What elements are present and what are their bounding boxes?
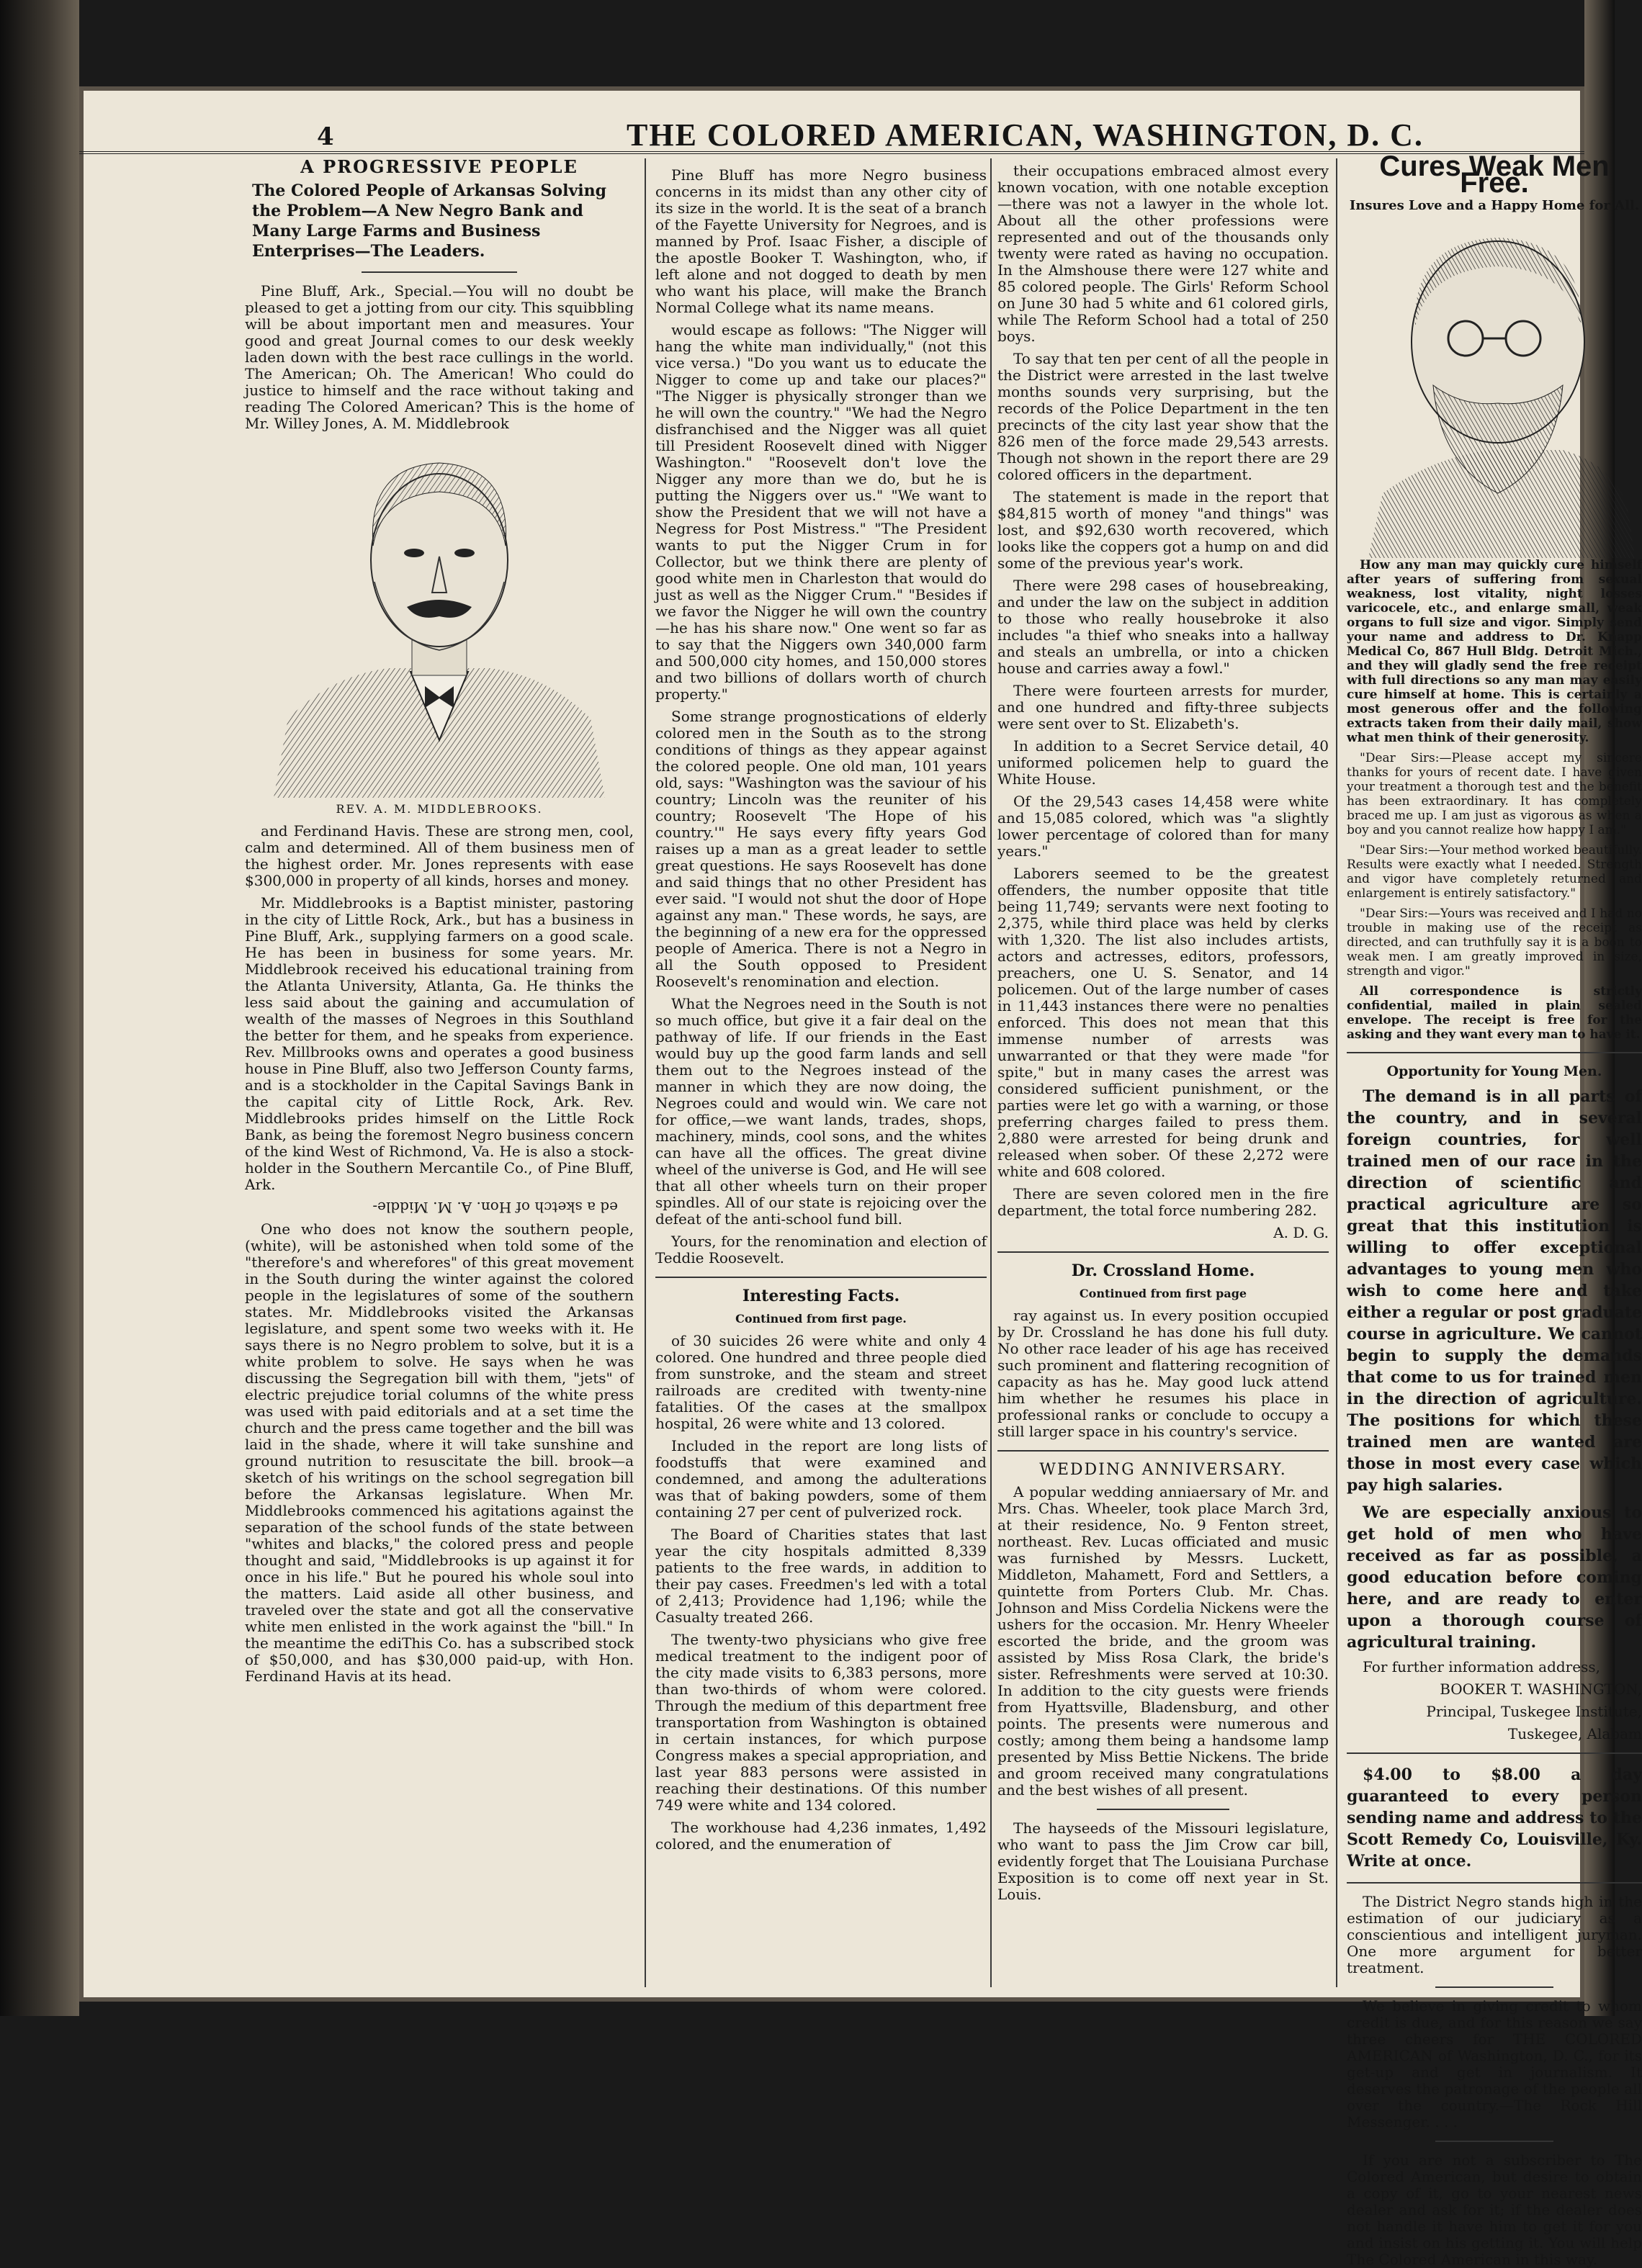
portrait-engraving — [245, 438, 634, 798]
note-paragraph: The District Negro stands high in the estimation of our judiciary as a conscientious and intelligent juryman. One more argument for better treatment. — [1347, 1893, 1642, 1976]
article-paragraph: their occupations embraced almost every known vocation, with one notable exception—there was not a lawyer in the whole lot. About all the other professions were represented and out of the thousands only twenty were rated as having no occupation. In the Almshouse there were 127 white and 85 colored people. The Girls' Reform School on June 30 had 5 white and 61 colored girls, while The Reform School had a total of 250 boys. — [997, 162, 1329, 345]
ad-paragraph: The demand is in all parts of the country, and in several foreign countries, for well trained men of our race in the direction of scientific and practical agriculture are so great that this institution is willing to offer exceptional advantages to young men who wish to come here and take either a regular or post graduate course in agriculture. We cannot begin to supply the demands that come to us for trained men in the direction of agriculture. The positions for which these trained men are wanted are those in most every case which pay high salaries. — [1347, 1087, 1642, 1495]
article-paragraph: The hayseeds of the Missouri legislature, who want to pass the Jim Crow car bill, evidently forget that The Louisiana Purchase Exposition is to come off next year in St. Louis. — [997, 1819, 1329, 1903]
paper-title: THE COLORED AMERICAN, WASHINGTON, D. C. — [627, 117, 1424, 153]
ad-paragraph: How any man may quickly cure himself after years of suffering from sexual weakness, lost vitality, night losses varicocele, etc., and enlarge small, weak organs to full size and vigor. Simply send your name and address to Dr. Knapp Medical Co, 867 Hull Bldg. Detroit Mich., and they will gladly send the free receipt with full directions so any man may easily cure himself at home. This is certainly a most generous offer and the following extracts taken from their daily mail, show what men think of their generosity. — [1347, 558, 1642, 745]
ad-signature: Principal, Tuskegee Institute, — [1426, 1703, 1642, 1720]
column-rule — [1336, 158, 1337, 1987]
ad-scott — [1347, 1764, 1642, 1872]
article-paragraph: There are seven colored men in the fire department, the total force numbering 282. — [997, 1185, 1329, 1219]
article-paragraph: Laborers seemed to be the greatest offenders, the number opposite that title being 11,749; servants were next footing to 2,375, while third place was held by clerks with 1,320. The list also includes artists, actors and actresses, editors, professors, preachers, one U. S. Senator, and 14 policemen. Out of the large number of cases in 11,443 instances there were no penalties enforced. This does not mean that this immense number of arrests was unwarranted or that they were made "for spite," but in many cases the arrest was considered sufficient punishment, or the parties were let go with a warning, or those preferring charges failed to press them. 2,880 were arrested for being drunk and released when sober. Of these 2,272 were white and 608 colored. — [997, 865, 1329, 1180]
ad-testimonial: "Dear Sirs:—Yours was received and I had no trouble in making use of the receipt as directed, and can truthfully say it is a boon to weak men. I am greatly improved in size, strength and vigor." — [1347, 906, 1642, 978]
article-paragraph: ray against us. In every position occupied by Dr. Crossland he has done his full duty. No other race leader of his age has received such prominent and flattering recognition of capacity as has he. May good luck attend him whether he resumes his place in professional ranks or conclude to occupy a still larger space in his country's service. — [997, 1307, 1329, 1440]
article-paragraph: The Board of Charities states that last year the city hospitals admitted 8,339 patients to the free wards, in addition to their pay cases. Freedmen's led with a total of 2,413; Providence had 1,196; while the Casualty treated 266. — [655, 1526, 987, 1626]
ad-portrait-illustration — [1347, 220, 1642, 558]
divider — [1347, 1752, 1642, 1754]
divider — [1347, 1882, 1642, 1884]
ad-tuskegee-body — [1347, 1086, 1642, 1653]
note-paragraph: We believe in giving credit to whom credit is due, and for this reason we say three cheers for THE COLORED AMERICAN of Washington, D. C., for its get-up and get in journalism. It deserves the patronage of the people all over the country.—The Rock Hill Messenger. . . . — [1347, 1997, 1642, 2130]
article-paragraph: What the Negroes need in the South is not so much office, but give it a fair deal on the pathway of life. If our friends in the East would buy up the good farm lands and sell them out to the Negroes instead of the manner in which they are now doing, the Negroes could and would win. We care not for office,—we want lands, trades, shops, machinery, minds, cool sons, and the whites can have all the offices. The great divine wheel of the universe is God, and He will see that all other wheels turn on their proper spindles. All of our state is rejoicing over the defeat of the anti-school fund bill. — [655, 995, 987, 1228]
portrait-illustration — [245, 438, 634, 798]
article-paragraph: Pine Bluff has more Negro business concerns in its midst than any other city of its size in the world. It is the seat of a branch of the Fayette University for Negroes, and is manned by Prof. Isaac Fisher, a disciple of the apostle Booker T. Washington, who, if left alone and not dogged to death by men who want his place, will make the Branch Normal College what its name means. — [655, 166, 987, 316]
ad-paragraph: All correspondence is strictly confidential, mailed in plain sealed envelope. The receipt is free for the asking and they want every man to have it. — [1347, 984, 1642, 1042]
article-paragraph: Of the 29,543 cases 14,458 were white and 15,085 colored, which was "a slightly lower percentage of colored than for many years." — [997, 793, 1329, 860]
ad-testimonial: "Dear Sirs:—Your method worked beautifully. Results were exactly what I needed. Strength and vigor have completely returned and enlargement is entirely satisfactory." — [1347, 843, 1642, 901]
article-paragraph-inverted: ed a sketch of Hon. A. M. Middle- — [372, 1199, 618, 1216]
newspaper-page — [79, 86, 1642, 2268]
masthead — [79, 101, 1584, 154]
ad-paragraph: For further information address, — [1363, 1658, 1600, 1675]
section-headline: WEDDING ANNIVERSARY. — [1039, 1461, 1287, 1479]
divider — [1097, 1809, 1229, 1810]
ad-body — [1347, 558, 1642, 1042]
book-binding-left — [0, 0, 79, 2016]
continued-note: Continued from first page — [1079, 1287, 1247, 1300]
article-paragraph: would escape as follows: "The Nigger will hang the white man individually," (not this vice versa.) "Do you want us to educate the Nigger to come up and take our places?" "The Nigger is physically stronger than we he will own the country." "We had the Negro disfranchised and the Nigger was all quiet till President Roosevelt dined with Nigger Washington." "Roosevelt don't love the Nigger any more than we do, but he is putting the Niggers over us." "We want to show the President that we will not have a Negress for Post Mistress." "The President wants to put the Nigger Crum in for Collector, but we think there are plenty of good white men in Charleston that would do just as well as the Nigger Crum." "Besides if we favor the Nigger he will own the country—he has his share now." One went so far as to say that the Niggers own 340,000 farm and 500,000 city homes, and 150,000 stores and two billions of dollars worth of church property." — [655, 321, 987, 703]
divider — [997, 1251, 1329, 1253]
column-1 — [245, 158, 634, 1987]
note-paragraph: If you are not a subscriber to The Colored American, but desire to obtain a copy of it, go to your nearest news dealer and ask for it; if the dealer does not handle it have him to get it for you and insist on his getting it. You will help The Colored American in this way. — [1347, 2151, 1642, 2268]
column-rule — [990, 158, 992, 1987]
ad-signature: Tuskegee, Alabam — [1507, 1725, 1642, 1742]
divider — [655, 1277, 987, 1278]
article-paragraph: In addition to a Secret Service detail, 40 uniformed policemen help to guard the White House. — [997, 737, 1329, 788]
article-paragraph: Yours, for the renomination and election of Teddie Roosevelt. — [655, 1233, 987, 1266]
article-paragraph: To say that ten per cent of all the people in the District were arrested in the last twelve months sounds very surprising, but the records of the Police Department in the ten precincts of the city last year show that the 826 men of the force made 29,543 arrests. Though not shown in the report there are 29 colored officers in the department. — [997, 350, 1329, 483]
article-paragraph: The twenty-two physicians who give free medical treatment to the indigent poor of the city made visits to 6,383 persons, more than two-thirds of whom were colored. Through the medium of this department free transportation from Washington is obtained in certain instances, for which purpose Congress makes a special appropriation, and last year 883 persons were assisted in reaching their destinations. Of this number 749 were white and 134 colored. — [655, 1631, 987, 1814]
divider — [362, 271, 517, 273]
ad-paragraph: We are especially anxious to get hold of men who have received as far as possible, a good education before coming here, and are ready to enter upon a thorough course of agricultural training. — [1347, 1503, 1642, 1652]
continued-note: Continued from first page. — [735, 1312, 907, 1326]
ad-subtitle: Insures Love and a Happy Home for All. — [1349, 198, 1640, 213]
column-rule — [645, 158, 646, 1987]
article-signature: A. D. G. — [1273, 1224, 1329, 1241]
article-paragraph: The workhouse had 4,236 inmates, 1,492 colored, and the enumeration of — [655, 1819, 987, 1853]
page-number: 4 — [317, 122, 334, 151]
column-3 — [997, 158, 1329, 1987]
article-paragraph: There were fourteen arrests for murder, and one hundred and fifty-three subjects were sent over to St. Elizabeth's. — [997, 682, 1329, 732]
article-paragraph: A popular wedding anniaersary of Mr. and Mrs. Chas. Wheeler, took place March 3rd, at their residence, No. 9 Fenton street, northeast. Rev. Lucas officiated and music was furnished by Messrs. Luckett, Middleton, Mahamett, Ford and Settlers, a quintette from Porters Club. Mr. Chas. Johnson and Miss Cordelia Nickens were the ushers for the occasion. Mr. Henry Wheeler escorted the bride, and the groom was assisted by Miss Rosa Clark, the bride's sister. Refreshments were served at 10:30. In addition to the city guests were friends from Hyattsville, Bladensburg, and other points. The presents were numerous and costly; among them being a handsome lamp presented by Miss Bettie Nickens. The bride and groom received many congratulations and the best wishes of all present. — [997, 1483, 1329, 1799]
column-2 — [655, 158, 987, 1987]
portrait-caption: REV. A. M. MIDDLEBROOKS. — [336, 802, 543, 816]
section-headline: Interesting Facts. — [742, 1287, 900, 1305]
article-paragraph: Included in the report are long lists of foodstuffs that were examined and condemned, and among the adulterations was that of baking powders, some of them containing 27 per cent of pulverized rock. — [655, 1437, 987, 1521]
ad-signature: BOOKER T. WASHINGTON, — [1440, 1680, 1642, 1698]
divider — [997, 1450, 1329, 1452]
ad-testimonial: "Dear Sirs:—Please accept my sincere thanks for yours of recent date. I have given your treatment a thorough test and the benefit has been extraordinary. It has completely braced me up. I am just as vigorous as when a boy and you cannot realize how happy I am." — [1347, 751, 1642, 837]
divider — [1435, 2141, 1553, 2142]
article-paragraph: Mr. Middlebrooks is a Baptist minister, pastoring in the city of Little Rock, Ark., but has a business in Pine Bluff, Ark., supplying farmers on a good scale. He has been in business for some years. Mr. Middlebrook received his educational training from the Atlanta University, Atlanta, Ga. He thinks the less said about the gaining and accumulation of wealth of the masses of Negroes in this Southland the better for them, and he speaks from experience. Rev. Millbrooks owns and operates a good business house in Pine Bluff, also two Jefferson County farms, and is a stockholder in the Capital Savings Bank in the capital city of Little Rock, Ark. Rev. Middlebrooks prides himself on the Little Rock Bank, as being the foremost Negro business concern of the kind West of Richmond, Va. He is also a stock-holder in the Southern Mercantile Co., of Pine Bluff, Ark. — [245, 894, 634, 1193]
ad-paragraph: $4.00 to $8.00 a day guaranteed to every person sending name and address to the Scott Remedy Co, Louisville, Ky. Write at once. — [1347, 1765, 1642, 1871]
divider — [1435, 1986, 1553, 1988]
article-paragraph: of 30 suicides 26 were white and only 4 colored. One hundred and three people died from sunstroke, and the steam and street railroads are credited with twenty-nine fatalities. Of the cases at the smallpox hospital, 26 were white and 13 colored. — [655, 1332, 987, 1432]
article-paragraph: One who does not know the southern people, (white), will be astonished when told some of the "therefore's and wherefores" of this great movement in the South during the winter against the colored people in the legislatures of some of the southern states. Mr. Middlebrooks visited the Arkansas legislature, and spent some two weeks with it. He says there is no Negro problem to solve, but it is a white problem to solve. He says when he was discussing the Segregation bill with them, "jets" of electric prejudice torial columns of the white press was used with paid editorials and at a set time the church and the press came together and the bill was laid in the shade, where it will take sunshine and ground nutrition to resuscitate the bill. brook—a sketch of his writings on the school segregation bill before the Arkansas legislature. When Mr. Middlebrooks commenced his agitations against the separation of the school funds of the state between "whites and blacks," the colored press and people thought and said, "Middlebrooks is up against it for once in his life." But he poured his whole soul into the matters. Laid aside all other business, and traveled over the state and got all the conservative white men enlisted in the work against the "bill." In the meantime the ediThis Co. has a subscribed stock of $50,000, and has $30,000 paid-up, with Hon. Ferdinand Havis at its head. — [245, 1220, 634, 1685]
article-paragraph: The statement is made in the report that $84,815 worth of money "and things" was lost, and $92,630 worth recovered, which looks like the coppers got a hump on and did some of the previous year's work. — [997, 488, 1329, 572]
ad-headline: Opportunity for Young Men. — [1386, 1063, 1602, 1079]
article-paragraph: and Ferdinand Havis. These are strong men, cool, calm and determined. All of them business men of the highest order. Mr. Jones represents with ease $300,000 in property of all kinds, horses and money. — [245, 822, 634, 889]
article-paragraph: Some strange prognostications of elderly colored men in the South as to the strong conditions of things as they appear against the colored people. One old man, 101 years old, says: "Washington was the saviour of his country; Lincoln was the reuniter of his country; Roosevelt 'The Hope of his country.'" He says every fifty years God raises up a man as a great leader to settle great questions. He says Roosevelt has done and said things that no other President has ever said. "I would not shut the door of Hope against any man." These words, he says, are the beginning of a new era for the oppressed people of America. There is not a Negro in all the South opposed to President Roosevelt's renomination and election. — [655, 708, 987, 990]
article-paragraph: There were 298 cases of housebreaking, and under the law on the subject in addition to those who really housebroke it also includes "a thief who sneaks into a hallway and steals an umbrella, or into a chicken house and carries away a fowl." — [997, 577, 1329, 677]
ad-portrait — [1347, 220, 1642, 558]
divider — [1347, 1052, 1642, 1053]
article-headline: A PROGRESSIVE PEOPLE — [300, 156, 578, 177]
article-paragraph: Pine Bluff, Ark., Special.—You will no doubt be pleased to get a jotting from our city. This squibbling will be about important men and measures. Your good and great Journal comes to our desk weekly laden down with the best race cullings in the world. The American; Oh. The American! Who could do justice to himself and the race without taking and reading The Colored American? This is the home of Mr. Willey Jones, A. M. Middlebrook — [245, 282, 634, 432]
section-headline: Dr. Crossland Home. — [1071, 1261, 1255, 1280]
column-4 — [1347, 150, 1642, 2268]
ad-title: Cures Weak Men Free. — [1379, 150, 1610, 199]
article-deck: The Colored People of Arkansas Solving the Problem—A New Negro Bank and Many Large Farms and Business Enterprises—The Leaders. — [252, 181, 606, 261]
